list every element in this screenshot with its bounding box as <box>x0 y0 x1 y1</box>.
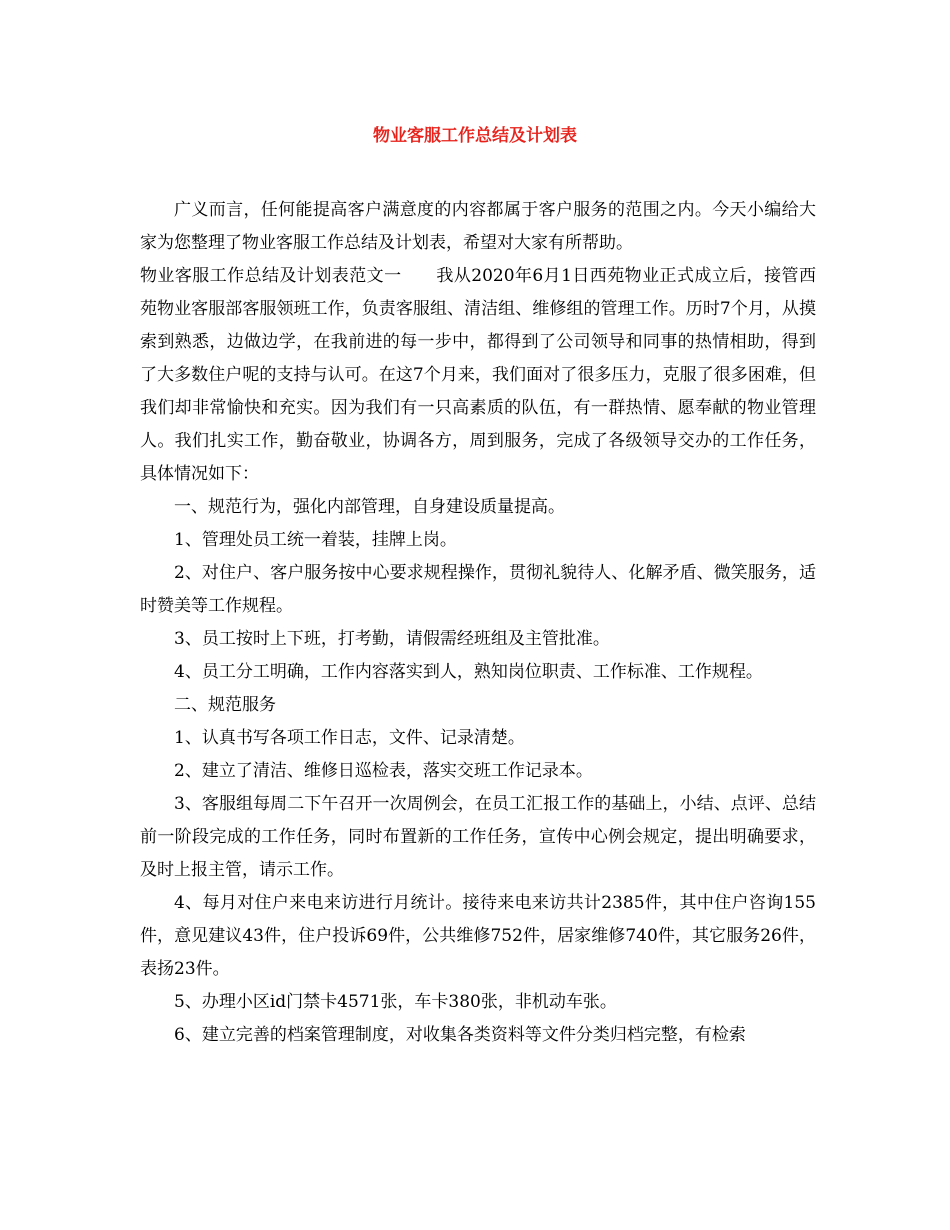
paragraph-intro: 广义而言，任何能提高客户满意度的内容都属于客户服务的范围之内。今天小编给大家为您整理了物业客服工作总结及计划表，希望对大家有所帮助。 <box>140 200 816 253</box>
paragraph-sample-one: 物业客服工作总结及计划表范文一 我从2020年6月1日西苑物业正式成立后，接管西苑物业客服部客服领班工作，负责客服组、清洁组、维修组的管理工作。历时7个月，从摸索到熟悉，边做边学，在我前进的每一步中，都得到了公司领导和同事的热情相助，得到了大多数住户呢的支持与认可。在这7个月来，我们面对了很多压力，克服了很多困难，但我们却非常愉快和充实。因为我们有一只高素质的队伍，有一群热情、愿奉献的物业管理人。我们扎实工作，勤奋敬业，协调各方，周到服务，完成了各级领导交办的工作任务，具体情况如下： <box>140 266 816 484</box>
paragraph-section-1: 一、规范行为，强化内部管理，自身建设质量提高。 <box>174 497 565 517</box>
paragraph-item-2-5: 5、办理小区id门禁卡4571张，车卡380张，非机动车张。 <box>174 992 617 1012</box>
paragraph-item-2-4: 4、每月对住户来电来访进行月统计。接待来电来访共计2385件，其中住户咨询155件，意见建议43件，住户投诉69件，公共维修752件，居家维修740件，其它服务26件，表扬23件。 <box>140 893 816 979</box>
paragraph-item-2-1: 1、认真书写各项工作日志，文件、记录清楚。 <box>174 728 525 748</box>
paragraph-item-2-2: 2、建立了清洁、维修日巡检表，落实交班工作记录本。 <box>174 761 593 781</box>
paragraph-item-1-3: 3、员工按时上下班，打考勤，请假需经班组及主管批准。 <box>174 629 610 649</box>
paragraph-item-2-6: 6、建立完善的档案管理制度，对收集各类资料等文件分类归档完整，有检索 <box>174 1025 746 1045</box>
paragraph-item-1-2: 2、对住户、客户服务按中心要求规程操作，贯彻礼貌待人、化解矛盾、微笑服务，适时赞美等工作规程。 <box>140 563 816 616</box>
paragraph-item-1-1: 1、管理处员工统一着装，挂牌上岗。 <box>174 530 457 550</box>
paragraph-item-2-3: 3、客服组每周二下午召开一次周例会，在员工汇报工作的基础上，小结、点评、总结前一阶段完成的工作任务，同时布置新的工作任务，宣传中心例会规定，提出明确要求，及时上报主管，请示工作。 <box>140 794 816 880</box>
document-title: 物业客服工作总结及计划表 <box>373 126 577 146</box>
paragraph-section-2: 二、规范服务 <box>174 695 276 715</box>
document-body <box>140 194 816 1052</box>
paragraph-item-1-4: 4、员工分工明确，工作内容落实到人，熟知岗位职责、工作标准、工作规程。 <box>174 662 763 682</box>
